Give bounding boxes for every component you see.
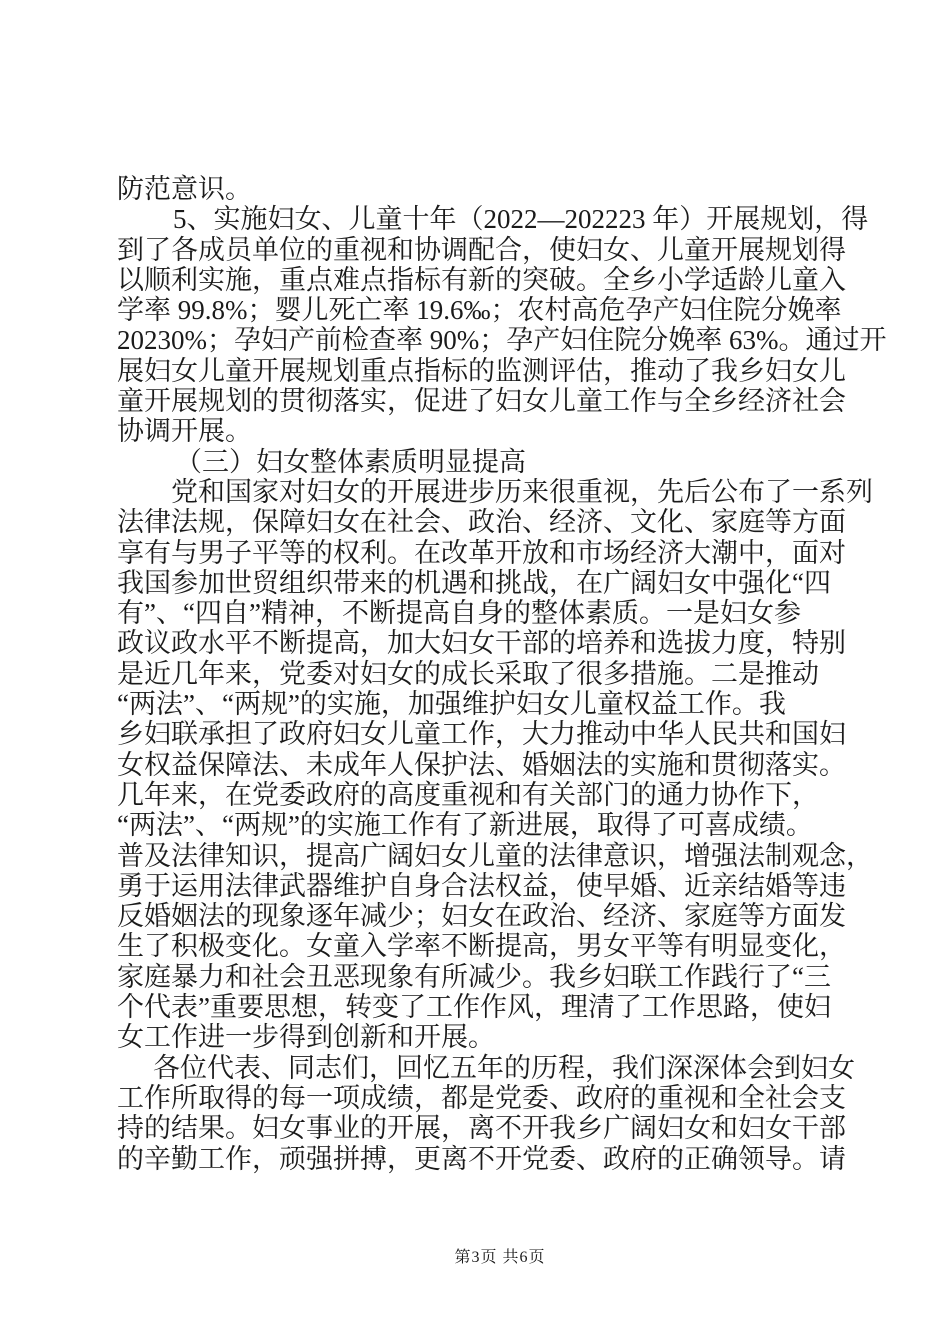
text-line: 童开展规划的贯彻落实，促进了妇女儿童工作与全乡经济社会	[117, 386, 846, 417]
text-line: 政议政水平不断提高，加大妇女干部的培养和选拔力度，特别	[117, 628, 846, 659]
text-line: 几年来，在党委政府的高度重视和有关部门的通力协作下，	[117, 779, 819, 810]
text-line: 协调开展。	[117, 416, 252, 447]
text-line: 20230%；孕妇产前检查率 90%；孕产妇住院分娩率 63%。通过开	[117, 325, 887, 356]
text-line: 防范意识。	[117, 174, 252, 204]
text-line: 持的结果。妇女事业的开展，离不开我乡广阔妇女和妇女干部	[117, 1113, 846, 1144]
text-line: 工作所取得的每一项成绩，都是党委、政府的重视和全社会支	[117, 1082, 846, 1113]
document-body	[117, 174, 892, 1174]
text-line: 乡妇联承担了政府妇女儿童工作，大力推动中华人民共和国妇	[117, 719, 846, 750]
text-line: 以顺利实施，重点难点指标有新的突破。全乡小学适龄儿童入	[117, 264, 846, 295]
text-line: 家庭暴力和社会丑恶现象有所减少。我乡妇联工作践行了“三	[117, 961, 831, 992]
text-line: 勇于运用法律武器维护自身合法权益，使早婚、近亲结婚等违	[117, 870, 846, 901]
text-line: 5、实施妇女、儿童十年（2022—202223 年）开展规划，得	[173, 204, 869, 235]
text-line: 有”、“四自”精神，不断提高自身的整体素质。一是妇女参	[117, 598, 801, 629]
text-line: （三）妇女整体素质明显提高	[175, 446, 526, 477]
text-line: 反婚姻法的现象逐年减少；妇女在政治、经济、家庭等方面发	[117, 901, 846, 932]
text-line: 享有与男子平等的权利。在改革开放和市场经济大潮中，面对	[117, 537, 846, 568]
text-line: 是近几年来，党委对妇女的成长采取了很多措施。二是推动	[117, 658, 819, 689]
text-line: 女工作进一步得到创新和开展。	[117, 1022, 495, 1053]
text-line: “两法”、“两规”的实施，加强维护妇女儿童权益工作。我	[117, 689, 786, 720]
text-line: 法律法规，保障妇女在社会、政治、经济、文化、家庭等方面	[117, 507, 846, 538]
text-line: 到了各成员单位的重视和协调配合，使妇女、儿童开展规划得	[117, 234, 846, 265]
page-number-label: 第3页 共6页	[454, 1249, 546, 1266]
text-line: 学率 99.8%；婴儿死亡率 19.6‰；农村高危孕产妇住院分娩率	[117, 295, 842, 326]
text-line: 展妇女儿童开展规划重点指标的监测评估，推动了我乡妇女儿	[117, 355, 846, 386]
text-line: 我国参加世贸组织带来的机遇和挑战，在广阔妇女中强化“四	[117, 567, 831, 598]
text-line: 的辛勤工作，顽强拼搏，更离不开党委、政府的正确领导。请	[117, 1143, 846, 1174]
text-line: 党和国家对妇女的开展进步历来很重视，先后公布了一系列	[171, 476, 873, 507]
text-line: 普及法律知识，提高广阔妇女儿童的法律意识，增强法制观念，	[117, 840, 873, 871]
page-footer	[0, 1244, 950, 1267]
text-line: 女权益保障法、未成年人保护法、婚姻法的实施和贯彻落实。	[117, 749, 846, 780]
text-line: 个代表”重要思想，转变了工作作风，理清了工作思路，使妇	[117, 992, 831, 1023]
text-line: 各位代表、同志们，回忆五年的历程，我们深深体会到妇女	[153, 1052, 855, 1083]
text-line: 生了积极变化。女童入学率不断提高，男女平等有明显变化，	[117, 931, 846, 962]
text-line: “两法”、“两规”的实施工作有了新进展，取得了可喜成绩。	[117, 810, 813, 841]
